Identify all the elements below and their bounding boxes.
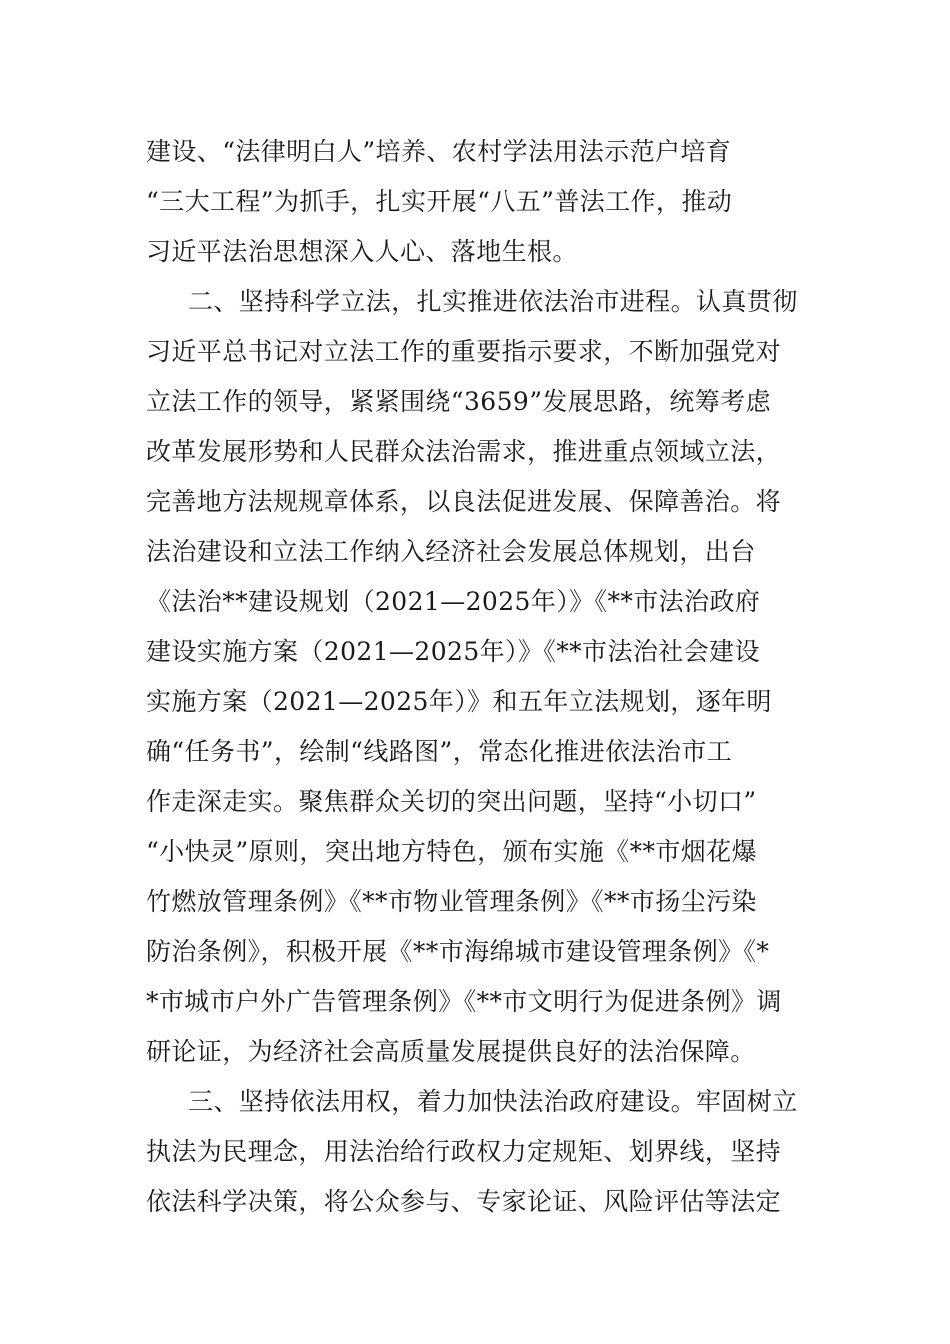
text-line-10: 《法治**建设规划（2021—2025年）》《**市法治政府 [146, 587, 761, 616]
text-line-3: 习近平法治思想深入人心、落地生根。 [146, 237, 578, 266]
text-line-15: “小快灵”原则，突出地方特色，颁布实施《**市烟花爆 [146, 837, 757, 866]
text-line-8: 完善地方法规规章体系，以良法促进发展、保障善治。将 [146, 487, 782, 516]
text-line-12: 实施方案（2021—2025年）》和五年立法规划，逐年明 [146, 687, 772, 716]
text-line-5: 习近平总书记对立法工作的重要指示要求，不断加强党对 [146, 337, 782, 366]
text-line-1: 建设、“法律明白人”培养、农村学法用法示范户培育 [146, 137, 732, 166]
text-line-19: 研论证，为经济社会高质量发展提供良好的法治保障。 [146, 1037, 756, 1066]
text-line-18: *市城市户外广告管理条例》《**市文明行为促进条例》调 [146, 987, 782, 1016]
text-line-22: 依法科学决策，将公众参与、专家论证、风险评估等法定 [146, 1187, 782, 1216]
text-line-21: 执法为民理念，用法治给行政权力定规矩、划界线，坚持 [146, 1137, 782, 1166]
text-line-11: 建设实施方案（2021—2025年）》《**市法治社会建设 [146, 637, 760, 666]
text-line-2: “三大工程”为抓手，扎实开展“八五”普法工作，推动 [146, 187, 733, 216]
paragraph-2-first-line: 二、坚持科学立法，扎实推进依法治市进程。认真贯彻 [188, 287, 798, 316]
text-line-14: 作走深走实。聚焦群众关切的突出问题，坚持“小切口” [146, 787, 757, 816]
text-line-6: 立法工作的领导，紧紧围绕“3659”发展思路，统筹考虑 [146, 387, 771, 416]
text-line-13: 确“任务书”，绘制“线路图”，常态化推进依法治市工 [146, 737, 733, 766]
text-line-16: 竹燃放管理条例》《**市物业管理条例》《**市扬尘污染 [146, 887, 757, 916]
text-line-17: 防治条例》，积极开展《**市海绵城市建设管理条例》《* [146, 937, 770, 966]
text-line-9: 法治建设和立法工作纳入经济社会发展总体规划，出台 [146, 537, 756, 566]
paragraph-3-first-line: 三、坚持依法用权，着力加快法治政府建设。牢固树立 [188, 1087, 798, 1116]
text-line-7: 改革发展形势和人民群众法治需求，推进重点领域立法， [146, 437, 782, 466]
